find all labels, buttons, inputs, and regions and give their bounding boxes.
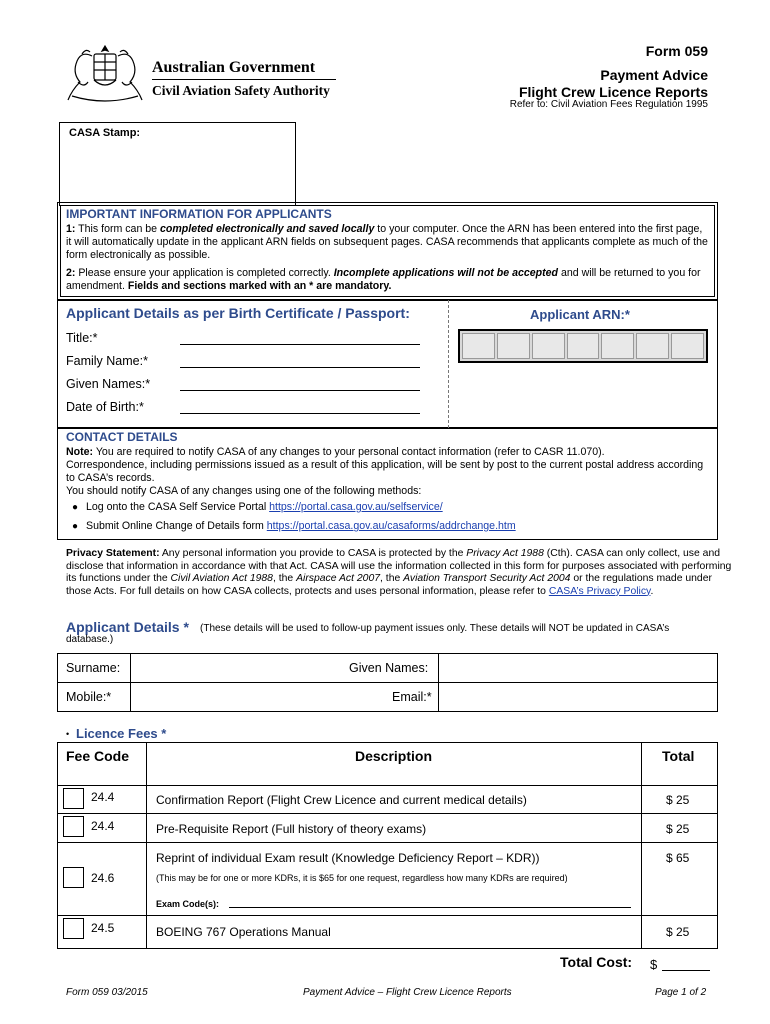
fee-amount: $ 65 [666, 851, 690, 865]
payment-applicant-title: Applicant Details * [66, 619, 189, 635]
point-1-emphasis: completed electronically and saved locally [160, 223, 375, 235]
date-of-birth-label: Date of Birth:* [66, 400, 144, 414]
fee-checkbox[interactable] [63, 816, 84, 837]
table-rule [641, 742, 642, 949]
casa-stamp-box [59, 122, 296, 206]
given-names-input[interactable] [180, 390, 420, 391]
family-name-label: Family Name:* [66, 354, 148, 368]
total-cost-label: Total Cost: [560, 954, 633, 970]
self-service-portal-link[interactable]: https://portal.casa.gov.au/selfservice/ [269, 501, 443, 513]
point-1-text-a: This form can be [75, 223, 161, 235]
section-divider [448, 300, 449, 428]
mobile-label: Mobile:* [66, 690, 112, 704]
footer-title: Payment Advice – Flight Crew Licence Reports [303, 987, 512, 998]
fee-description: Reprint of individual Exam result (Knowledge Deficiency Report – KDR)) [156, 851, 540, 865]
form-number: Form 059 [645, 43, 708, 59]
note-label: Note: [66, 446, 94, 458]
fee-amount: $ 25 [666, 793, 690, 807]
payment-applicant-note: (These details will be used to follow-up payment issues only. These details will NOT be updated in CASA’s [200, 623, 670, 634]
licence-fees-title: Licence Fees * [76, 726, 167, 741]
privacy-label: Privacy Statement: [66, 548, 160, 559]
note-text: You are required to notify CASA of any changes to your personal contact information (refer to CASR 11.070). [93, 446, 605, 458]
fee-code: 24.4 [91, 790, 115, 804]
email-label: Email:* [392, 690, 432, 704]
portal-text: Log onto the CASA Self Service Portal [86, 501, 270, 513]
privacy-act-name: Civil Aviation Act 1988 [170, 573, 273, 585]
privacy-text: , the [380, 573, 404, 585]
change-of-details-link[interactable]: https://portal.casa.gov.au/casaforms/addrchange.htm [266, 520, 516, 532]
point-2-text-b: and will be returned to you for amendment. [66, 266, 701, 292]
authority-name: Civil Aviation Safety Authority [152, 83, 330, 98]
privacy-text: or the regulations made under those Acts. For full details on how CASA collects, protects and uses personal information, please refer to [66, 573, 712, 597]
privacy-act-name: Airspace Act 2007 [296, 573, 381, 585]
table-rule [146, 742, 147, 949]
privacy-act-name: Aviation Transport Security Act 2004 [403, 573, 571, 585]
casa-stamp-label: CASA Stamp: [69, 127, 141, 139]
family-name-input[interactable] [180, 367, 420, 368]
payment-applicant-note-cont: database.) [66, 634, 114, 645]
fee-description: BOEING 767 Operations Manual [156, 925, 331, 939]
arn-digit-box[interactable] [532, 333, 565, 359]
given-names-label-2: Given Names: [349, 661, 429, 675]
applicant-arn-title: Applicant ARN:* [530, 307, 630, 322]
arn-digit-box[interactable] [601, 333, 634, 359]
important-info-text [66, 223, 708, 293]
title-label: Title:* [66, 331, 98, 345]
applicant-details-title: Applicant Details as per Birth Certificate / Passport: [66, 305, 410, 321]
bullet-icon: ● [72, 521, 79, 532]
given-names-input-2[interactable] [440, 655, 716, 681]
total-cost-input[interactable] [662, 970, 710, 971]
coat-of-arms-logo [64, 40, 146, 106]
table-rule [57, 842, 718, 843]
point-1-text-b: to your computer. Once the ARN has been entered into the first page, it will automatically update in the applicant ARN fields on subsequent pages. CASA recommends that applicants complete as much of the form electronically as possible. [66, 223, 708, 262]
table-rule [57, 915, 718, 916]
footer-page-number: Page 1 of 2 [655, 987, 707, 998]
fee-amount: $ 25 [666, 822, 690, 836]
point-1-number: 1: [66, 223, 76, 235]
important-info-title: IMPORTANT INFORMATION FOR APPLICANTS [66, 207, 332, 221]
regulation-reference: Refer to: Civil Aviation Fees Regulation 1995 [509, 99, 708, 110]
contact-note [66, 446, 706, 459]
privacy-statement [66, 548, 736, 598]
privacy-act-name: Privacy Act 1988 [466, 548, 544, 559]
fees-bullet-icon: • [66, 729, 70, 739]
table-rule [130, 653, 131, 712]
arn-digit-box[interactable] [636, 333, 669, 359]
arn-digit-box[interactable] [671, 333, 704, 359]
exam-code-input[interactable] [229, 907, 631, 908]
fee-description: Pre-Requisite Report (Full history of theory exams) [156, 822, 427, 836]
header-rule [152, 79, 336, 80]
contact-method-portal [86, 501, 443, 513]
licence-fees-table [57, 742, 718, 949]
privacy-text: (Cth). CASA can only collect, use and disclose that information in accordance with that Act. CASA will use the information collected in this form for purposes associated with performing its functions under the [66, 548, 732, 585]
form-subtitle: Flight Crew Licence Reports [518, 84, 708, 100]
date-of-birth-input[interactable] [180, 413, 420, 414]
fee-subnote: (This may be for one or more KDRs, it is $65 for one request, regardless how many KDRs are required) [156, 873, 568, 883]
surname-label: Surname: [66, 661, 121, 675]
point-2-text-a: Please ensure your application is completed correctly. [75, 266, 334, 279]
contact-method-form [86, 520, 516, 532]
fee-code: 24.5 [91, 921, 115, 935]
privacy-policy-link[interactable]: CASA’s Privacy Policy [548, 585, 651, 597]
point-2-number: 2: [66, 266, 76, 279]
title-input[interactable] [180, 344, 420, 345]
change-form-text: Submit Online Change of Details form [86, 520, 267, 532]
fee-amount: $ 25 [666, 925, 690, 939]
table-rule [57, 813, 718, 814]
fee-code-header: Fee Code [66, 748, 130, 764]
table-rule [438, 653, 439, 712]
form-title: Payment Advice [600, 67, 708, 83]
point-2-emphasis: Incomplete applications will not be accepted [333, 266, 559, 279]
arn-digit-box[interactable] [567, 333, 600, 359]
contact-methods-intro: You should notify CASA of any changes using one of the following methods: [66, 485, 422, 497]
bullet-icon: ● [72, 502, 79, 513]
mobile-input[interactable] [132, 684, 436, 710]
fee-checkbox[interactable] [63, 918, 84, 939]
email-input[interactable] [440, 684, 716, 710]
point-2-mandatory-note: Fields and sections marked with an * are mandatory. [127, 279, 392, 292]
privacy-text: Any personal information you provide to CASA is protected by the [159, 548, 467, 559]
arn-digit-box[interactable] [497, 333, 530, 359]
important-point-1 [66, 223, 708, 263]
contact-details-title: CONTACT DETAILS [66, 430, 178, 444]
important-point-2 [66, 267, 708, 293]
arn-digit-box[interactable] [462, 333, 495, 359]
fee-checkbox[interactable] [63, 867, 84, 888]
fee-description: Confirmation Report (Flight Crew Licence and current medical details) [156, 793, 527, 807]
privacy-text: . [650, 585, 654, 597]
fee-code: 24.6 [91, 871, 115, 885]
given-names-label: Given Names:* [66, 377, 151, 391]
government-name: Australian Government [152, 59, 316, 76]
fee-checkbox[interactable] [63, 788, 84, 809]
description-header: Description [355, 748, 433, 764]
privacy-text: , the [272, 573, 297, 585]
footer-form-id: Form 059 03/2015 [66, 987, 148, 998]
table-rule [57, 785, 718, 786]
contact-correspondence: Correspondence, including permissions issued as a result of this application, will be sent by post to the current postal address according to CASA’s records. [66, 459, 704, 484]
contact-details-text [66, 446, 706, 498]
table-rule [57, 682, 718, 683]
total-header: Total [662, 748, 695, 764]
total-currency: $ [650, 957, 658, 972]
fee-code: 24.4 [91, 819, 115, 833]
exam-code-label: Exam Code(s): [156, 899, 220, 909]
arn-input[interactable] [458, 329, 708, 363]
